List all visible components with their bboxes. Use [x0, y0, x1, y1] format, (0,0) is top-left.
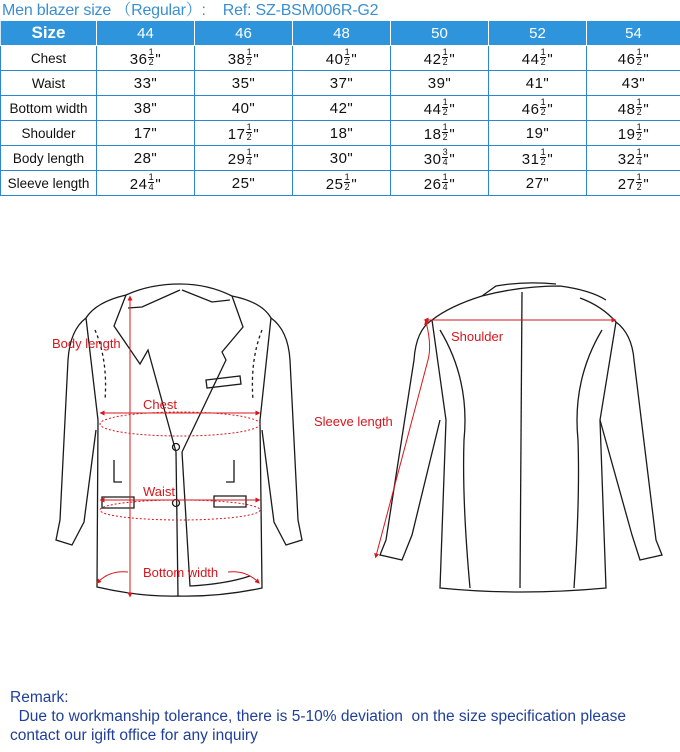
fraction-denominator: 2 [636, 106, 643, 117]
size-cell [293, 121, 391, 146]
inch-mark: " [547, 150, 554, 168]
size-row [1, 121, 680, 146]
cell-whole: 44 [423, 100, 442, 118]
fraction-numerator: 1 [442, 96, 449, 107]
inch-mark: " [249, 99, 256, 117]
size-cell [587, 146, 680, 171]
chart-title: Men blazer size （Regular）: Ref: SZ-BSM006R-G2 [2, 2, 379, 19]
cell-fraction [539, 46, 547, 67]
cell-whole: 26 [423, 175, 442, 193]
inch-mark: " [253, 125, 260, 143]
inch-mark: " [543, 124, 550, 142]
size-header-44: 44 [97, 21, 195, 46]
inch-mark: " [151, 124, 158, 142]
front-left-pocket [102, 497, 134, 508]
cell-whole: 35 [231, 74, 250, 92]
cell-value [134, 125, 158, 142]
cell-whole: 25 [231, 174, 250, 192]
cell-value [129, 46, 162, 68]
front-jacket [56, 284, 302, 596]
cell-value [227, 146, 260, 168]
fraction-denominator: 4 [442, 181, 449, 192]
fraction-denominator: 2 [442, 106, 449, 117]
cell-whole: 33 [133, 74, 152, 92]
remark-line-1: Due to workmanship tolerance, there is 5-10% deviation on the size specification please [10, 708, 627, 725]
cell-value [521, 46, 554, 68]
inch-mark: " [543, 174, 550, 192]
size-cell [97, 46, 195, 71]
chest-measure-ellipse [100, 412, 260, 436]
size-cell [97, 146, 195, 171]
inch-mark: " [351, 50, 358, 68]
cell-whole: 19 [617, 125, 636, 143]
fraction-numerator: 1 [246, 146, 253, 157]
cell-value [617, 46, 650, 68]
cell-value [330, 125, 354, 142]
cell-whole: 18 [423, 125, 442, 143]
size-header-row [1, 21, 680, 46]
cell-fraction [635, 146, 643, 167]
row-label: Body length [1, 146, 97, 171]
inch-mark: " [347, 149, 354, 167]
size-cell [195, 171, 293, 196]
inch-mark: " [155, 50, 162, 68]
back-center-seam [520, 292, 522, 588]
fraction-numerator: 1 [442, 121, 449, 132]
size-cell [195, 146, 293, 171]
cell-value [134, 150, 158, 167]
fraction-numerator: 1 [246, 121, 253, 132]
row-label: Chest [1, 46, 97, 71]
fraction-denominator: 2 [148, 56, 155, 67]
cell-value [526, 175, 550, 192]
fraction-denominator: 2 [636, 181, 643, 192]
cell-whole: 44 [521, 50, 540, 68]
fraction-numerator: 1 [148, 171, 155, 182]
cell-value [423, 121, 456, 143]
cell-whole: 40 [231, 99, 250, 117]
fraction-denominator: 2 [540, 106, 547, 117]
cell-fraction [245, 46, 253, 67]
front-button-bottom [173, 500, 180, 507]
cell-whole: 31 [521, 150, 540, 168]
front-right-sleeve [262, 318, 302, 545]
inch-mark: " [347, 124, 354, 142]
size-cell [587, 121, 680, 146]
cell-fraction [635, 46, 643, 67]
size-header-52: 52 [489, 21, 587, 46]
size-cell [195, 96, 293, 121]
size-cell [391, 121, 489, 146]
cell-whole: 30 [423, 150, 442, 168]
cell-value [330, 150, 354, 167]
cell-value [526, 75, 550, 92]
fraction-denominator: 4 [636, 156, 643, 167]
cell-value [617, 171, 650, 193]
size-table-body [1, 21, 680, 196]
inch-mark: " [151, 149, 158, 167]
back-collar [482, 286, 606, 300]
fraction-numerator: 1 [442, 46, 449, 57]
fraction-denominator: 2 [344, 56, 351, 67]
size-row [1, 96, 680, 121]
inch-mark: " [155, 175, 162, 193]
bottom-width-left-arrow [98, 572, 128, 582]
fraction-numerator: 1 [636, 46, 643, 57]
size-cell [195, 121, 293, 146]
body-length-label: Body length [52, 336, 121, 351]
cell-fraction [441, 146, 449, 167]
size-cell [391, 171, 489, 196]
front-chest-pocket [206, 376, 241, 388]
cell-value [232, 175, 256, 192]
size-cell [489, 46, 587, 71]
inch-mark: " [449, 125, 456, 143]
fraction-numerator: 1 [636, 171, 643, 182]
size-header-54: 54 [587, 21, 680, 46]
cell-fraction [441, 46, 449, 67]
cell-value [617, 121, 650, 143]
cell-whole: 36 [129, 50, 148, 68]
size-cell [489, 171, 587, 196]
fraction-numerator: 1 [344, 46, 351, 57]
cell-fraction [343, 171, 351, 192]
cell-value [423, 171, 456, 193]
size-cell [293, 46, 391, 71]
inch-mark: " [643, 125, 650, 143]
fraction-numerator: 1 [344, 171, 351, 182]
cell-whole: 46 [617, 50, 636, 68]
cell-value [227, 121, 260, 143]
inch-mark: " [643, 100, 650, 118]
fraction-denominator: 2 [636, 131, 643, 142]
cell-whole: 18 [329, 124, 348, 142]
size-cell [97, 71, 195, 96]
fraction-denominator: 2 [540, 156, 547, 167]
fraction-numerator: 1 [540, 146, 547, 157]
size-cell [97, 121, 195, 146]
remark-heading: Remark: [10, 689, 69, 706]
cell-fraction [539, 146, 547, 167]
size-cell [293, 71, 391, 96]
fraction-numerator: 1 [636, 96, 643, 107]
fraction-numerator: 1 [636, 121, 643, 132]
size-cell [587, 96, 680, 121]
cell-fraction [441, 121, 449, 142]
cell-whole: 39 [427, 74, 446, 92]
cell-value [134, 75, 158, 92]
inch-mark: " [151, 99, 158, 117]
inch-mark: " [643, 175, 650, 193]
cell-fraction [539, 96, 547, 117]
size-cell [97, 171, 195, 196]
cell-value [428, 75, 452, 92]
size-row [1, 146, 680, 171]
cell-whole: 38 [227, 50, 246, 68]
cell-value [330, 100, 354, 117]
sleeve-length-line [376, 322, 430, 556]
inch-mark: " [449, 50, 456, 68]
fraction-denominator: 4 [148, 181, 155, 192]
cell-fraction [147, 46, 155, 67]
inch-mark: " [547, 100, 554, 118]
fraction-numerator: 1 [246, 46, 253, 57]
fraction-numerator: 1 [148, 46, 155, 57]
size-cell [391, 146, 489, 171]
cell-value [330, 75, 354, 92]
front-left-lapel [114, 295, 176, 452]
cell-fraction [635, 171, 643, 192]
back-right-panel-seam [574, 330, 602, 588]
size-header-48: 48 [293, 21, 391, 46]
cell-whole: 48 [617, 100, 636, 118]
size-table [0, 20, 680, 196]
cell-whole: 42 [329, 99, 348, 117]
cell-whole: 27 [617, 175, 636, 193]
fraction-denominator: 2 [442, 131, 449, 142]
cell-whole: 41 [525, 74, 544, 92]
cell-value [227, 46, 260, 68]
inch-mark: " [445, 74, 452, 92]
cell-value [325, 171, 358, 193]
size-cell [391, 96, 489, 121]
cell-whole: 17 [227, 125, 246, 143]
cell-fraction [245, 146, 253, 167]
cell-fraction [635, 96, 643, 117]
fraction-denominator: 2 [442, 56, 449, 67]
inch-mark: " [643, 150, 650, 168]
cell-fraction [635, 121, 643, 142]
remark-line-2: contact our igift office for any inquiry [10, 727, 258, 744]
front-right-lapel [182, 296, 243, 452]
fraction-denominator: 4 [442, 156, 449, 167]
fraction-numerator: 1 [540, 46, 547, 57]
size-cell [195, 71, 293, 96]
back-right-sleeve [600, 322, 662, 560]
inch-mark: " [449, 100, 456, 118]
cell-value [617, 146, 650, 168]
cell-whole: 38 [133, 99, 152, 117]
inch-mark: " [351, 175, 358, 193]
size-cell [489, 146, 587, 171]
cell-whole: 32 [617, 150, 636, 168]
inch-mark: " [347, 99, 354, 117]
fraction-denominator: 4 [246, 156, 253, 167]
back-jacket [380, 283, 662, 592]
shoulder-label: Shoulder [451, 329, 504, 344]
cell-fraction [441, 96, 449, 117]
fraction-numerator: 1 [540, 96, 547, 107]
size-row [1, 46, 680, 71]
size-row [1, 171, 680, 196]
size-cell [587, 71, 680, 96]
size-header-50: 50 [391, 21, 489, 46]
cell-whole: 40 [325, 50, 344, 68]
cell-whole: 19 [525, 124, 544, 142]
cell-value [521, 96, 554, 118]
cell-whole: 46 [521, 100, 540, 118]
size-cell [391, 71, 489, 96]
cell-fraction [147, 171, 155, 192]
size-cell [97, 96, 195, 121]
size-header-label: Size [1, 21, 97, 46]
cell-whole: 30 [329, 149, 348, 167]
cell-fraction [245, 121, 253, 142]
inch-mark: " [543, 74, 550, 92]
front-button-top [173, 444, 180, 451]
row-label: Bottom width [1, 96, 97, 121]
inch-mark: " [253, 150, 260, 168]
size-cell [587, 171, 680, 196]
fraction-denominator: 2 [636, 56, 643, 67]
cell-whole: 37 [329, 74, 348, 92]
cell-fraction [441, 171, 449, 192]
inch-mark: " [253, 50, 260, 68]
size-cell [587, 46, 680, 71]
size-cell [489, 121, 587, 146]
cell-value [423, 46, 456, 68]
cell-whole: 42 [423, 50, 442, 68]
remark-block [10, 688, 670, 745]
cell-whole: 27 [525, 174, 544, 192]
size-cell [489, 96, 587, 121]
chest-label: Chest [143, 397, 177, 412]
front-right-pocket [214, 496, 246, 507]
inch-mark: " [449, 150, 456, 168]
cell-whole: 28 [133, 149, 152, 167]
cell-whole: 24 [129, 175, 148, 193]
sleeve-length-label: Sleeve length [314, 414, 393, 429]
cell-fraction [343, 46, 351, 67]
cell-value [423, 96, 456, 118]
cell-whole: 43 [621, 74, 640, 92]
inch-mark: " [643, 50, 650, 68]
size-cell [195, 46, 293, 71]
row-label: Shoulder [1, 121, 97, 146]
cell-whole: 25 [325, 175, 344, 193]
inch-mark: " [347, 74, 354, 92]
size-header-46: 46 [195, 21, 293, 46]
cell-value [134, 100, 158, 117]
inch-mark: " [151, 74, 158, 92]
fraction-numerator: 1 [636, 146, 643, 157]
cell-value [617, 96, 650, 118]
cell-whole: 17 [133, 124, 152, 142]
fraction-denominator: 2 [344, 181, 351, 192]
size-cell [489, 71, 587, 96]
row-label: Waist [1, 71, 97, 96]
inch-mark: " [449, 175, 456, 193]
inch-mark: " [639, 74, 646, 92]
bottom-width-label: Bottom width [143, 565, 219, 580]
inch-mark: " [249, 174, 256, 192]
cell-value [521, 146, 554, 168]
back-left-sleeve [380, 320, 440, 560]
cell-value [129, 171, 162, 193]
waist-label: Waist [143, 484, 176, 499]
size-cell [293, 171, 391, 196]
row-label: Sleeve length [1, 171, 97, 196]
fraction-denominator: 2 [246, 131, 253, 142]
cell-value [526, 125, 550, 142]
inch-mark: " [249, 74, 256, 92]
cell-value [325, 46, 358, 68]
fraction-numerator: 1 [442, 171, 449, 182]
fraction-denominator: 2 [246, 56, 253, 67]
cell-value [232, 75, 256, 92]
fraction-numerator: 3 [442, 146, 449, 157]
size-cell [391, 46, 489, 71]
cell-value [423, 146, 456, 168]
size-cell [293, 146, 391, 171]
cell-value [622, 75, 646, 92]
size-row [1, 71, 680, 96]
size-cell [293, 96, 391, 121]
cell-value [232, 100, 256, 117]
inch-mark: " [547, 50, 554, 68]
cell-whole: 29 [227, 150, 246, 168]
fraction-denominator: 2 [540, 56, 547, 67]
